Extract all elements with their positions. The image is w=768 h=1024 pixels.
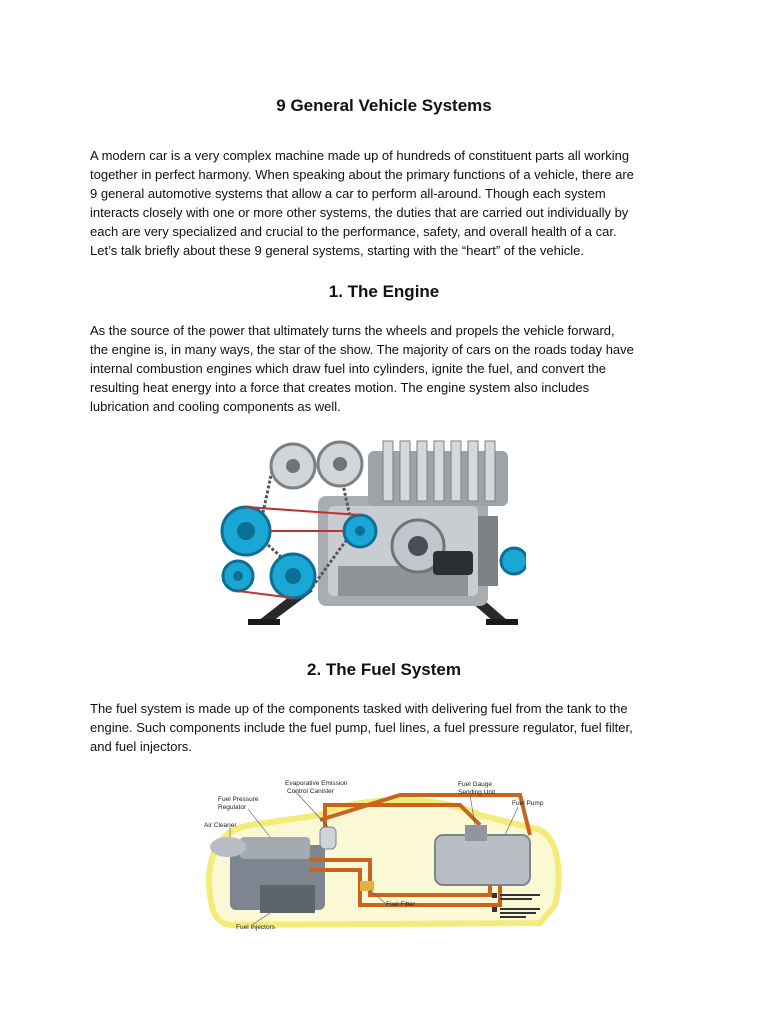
fuel-tank (435, 825, 530, 885)
section-heading-fuel-system: 2. The Fuel System (307, 660, 461, 679)
label-gauge-2: Sending Unit (458, 789, 496, 796)
label-fuel-injectors: Fuel Injectors (236, 924, 276, 931)
engine-line: lubrication and cooling components as well. (90, 399, 341, 414)
engine-line: the engine is, in many ways, the star of the show. The majority of cars on the roads today have (90, 342, 634, 357)
engine-image (218, 436, 526, 636)
fuel-line-text: and fuel injectors. (90, 739, 192, 754)
fuel-line-text: engine. Such components include the fuel pump, fuel lines, a fuel pressure regulator, fuel filter, (90, 720, 633, 735)
engine-line: internal combustion engines which draw fuel into cylinders, ignite the fuel, and convert the (90, 361, 606, 376)
intro-line: each are very specialized and crucial to the performance, safety, and overall health of a car. (90, 224, 617, 239)
fuel-line-text: The fuel system is made up of the components tasked with delivering fuel from the tank to the (90, 701, 628, 716)
label-pressure-2: Regulator (218, 804, 247, 811)
intro-line: interacts closely with one or more other systems, the duties that are carried out individually by (90, 205, 629, 220)
section-heading-engine: 1. The Engine (328, 282, 440, 301)
fuel-filter (360, 881, 374, 891)
document-title: 9 General Vehicle Systems (276, 96, 492, 115)
label-evap-1: Evaporative Emission (285, 780, 348, 787)
intro-line: A modern car is a very complex machine made up of hundreds of constituent parts all working (90, 148, 630, 163)
label-air-cleaner: Air Cleaner (204, 822, 237, 829)
intro-line: 9 general automotive systems that allow a car to perform all-around. Though each system (90, 186, 606, 201)
intro-paragraph (90, 146, 690, 260)
label-gauge-1: Fuel Gauge (458, 781, 492, 788)
label-fuel-pump: Fuel Pump (512, 800, 544, 807)
label-pressure-1: Fuel Pressure (218, 796, 259, 803)
engine-paragraph (90, 321, 690, 416)
engine-line: resulting heat energy into a force that creates motion. The engine system also includes (90, 380, 590, 395)
label-fuel-filter: Fuel Filter (386, 901, 415, 908)
engine-line: As the source of the power that ultimately turns the wheels and propels the vehicle forward, (90, 323, 615, 338)
label-evap-2: Control Canister (287, 788, 334, 795)
intro-line: together in perfect harmony. When speaking about the primary functions of a vehicle, there are (90, 167, 634, 182)
fuel-system-diagram (200, 775, 566, 932)
canister (320, 827, 336, 849)
intro-line: Let’s talk briefly about these 9 general systems, starting with the “heart” of the vehicle. (90, 243, 585, 258)
fuel-system-paragraph (90, 699, 690, 756)
